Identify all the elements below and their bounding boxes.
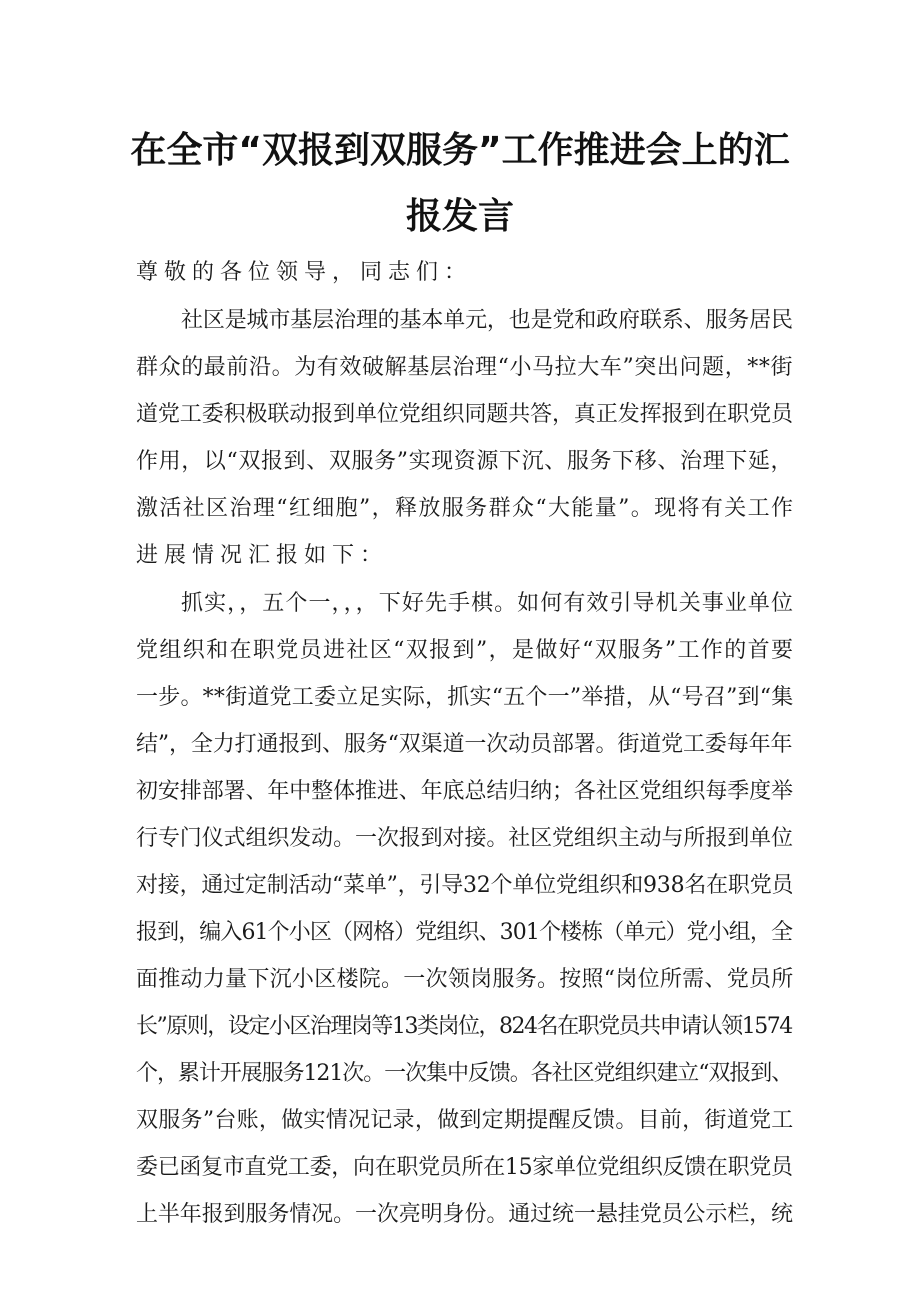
paragraph-2-line: 长”原则，设定小区治理岗等13类岗位，824名在职党员共申请认领1574 xyxy=(136,1014,792,1039)
paragraph-2-line: 面推动力量下沉小区楼院。一次领岗服务。按照“岗位所需、党员所 xyxy=(136,967,794,992)
paragraph-2-line: 抓实，，五个一，，，下好先手棋。如何有效引导机关事业单位 xyxy=(181,591,795,616)
paragraph-1-line: 道党工委积极联动报到单位党组织同题共答，真正发挥报到在职党员 xyxy=(136,402,793,427)
paragraph-2-line: 一步。**街道党工委立足实际，抓实“五个一”举措，从“号召”到“集 xyxy=(136,685,794,710)
paragraph-2-line: 双服务”台账，做实情况记录，做到定期提醒反馈。目前，街道党工 xyxy=(136,1108,794,1133)
paragraph-1-line: 社区是城市基层治理的基本单元，也是党和政府联系、服务居民 xyxy=(181,308,793,333)
paragraph-1-line: 群众的最前沿。为有效破解基层治理“小马拉大车”突出问题，**街 xyxy=(136,355,794,380)
paragraph-1-line: 作用，以“双报到、双服务”实现资源下沉、服务下移、治理下延， xyxy=(136,449,794,474)
paragraph-2-line: 个，累计开展服务121次。一次集中反馈。各社区党组织建立“双报到、 xyxy=(136,1061,793,1086)
document-title-line-2: 报发言 xyxy=(405,196,514,237)
paragraph-1-line: 进展情况汇报如下： xyxy=(136,543,389,568)
paragraph-2-line: 结”，全力打通报到、服务“双渠道一次动员部署。街道党工委每年年 xyxy=(136,732,793,757)
paragraph-1-line: 激活社区治理“红细胞”，释放服务群众“大能量”。现将有关工作 xyxy=(136,496,795,521)
paragraph-2-line: 委已函复市直党工委，向在职党员所在15家单位党组织反馈在职党员 xyxy=(136,1155,793,1180)
paragraph-2-line: 对接，通过定制活动“菜单”，引导32个单位党组织和938名在职党员 xyxy=(136,873,794,898)
paragraph-2-line: 上半年报到服务情况。一次亮明身份。通过统一悬挂党员公示栏，统 xyxy=(136,1202,793,1227)
salutation: 尊敬的各位领导，同志们： xyxy=(136,260,473,285)
paragraph-2-line: 报到，编入61个小区（网格）党组织、301个楼栋（单元）党小组，全 xyxy=(136,920,793,945)
paragraph-2-line: 党组织和在职党员进社区“双报到”，是做好“双服务”工作的首要 xyxy=(136,638,795,663)
document-title-line-1: 在全市“双报到双服务”工作推进会上的汇 xyxy=(130,130,790,171)
paragraph-2-line: 行专门仪式组织发动。一次报到对接。社区党组织主动与所报到单位 xyxy=(136,826,793,851)
paragraph-2-line: 初安排部署、年中整体推进、年底总结归纳；各社区党组织每季度举 xyxy=(136,779,793,804)
